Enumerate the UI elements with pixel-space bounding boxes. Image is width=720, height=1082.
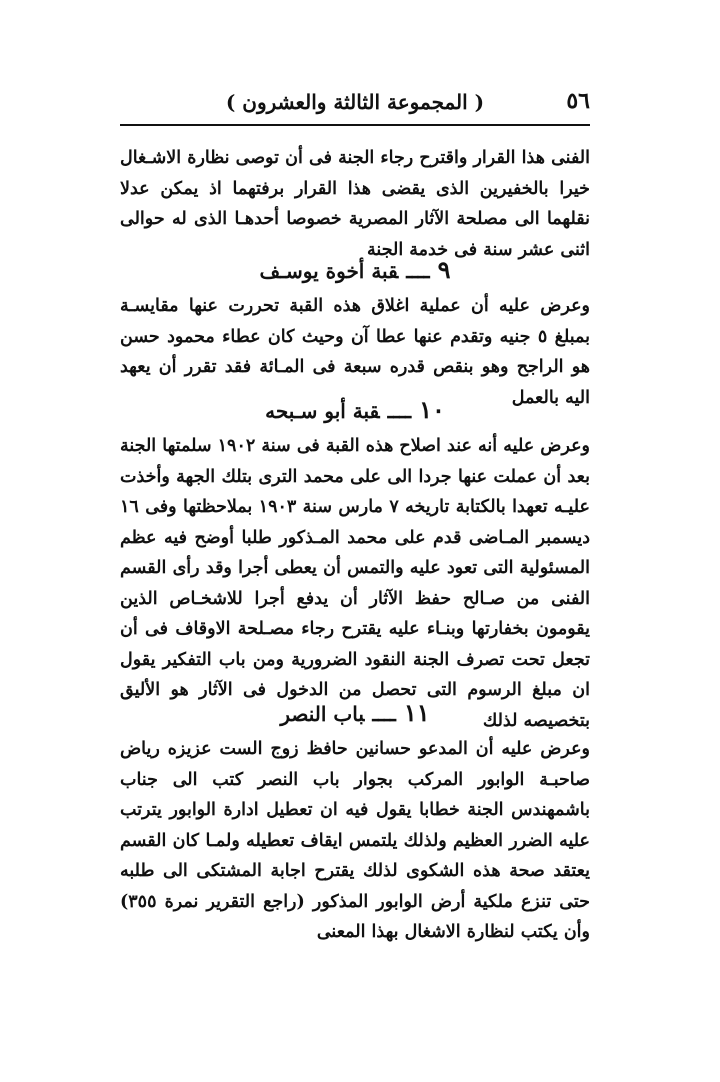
running-head: ( المجموعة الثالثة والعشرون ) xyxy=(225,90,485,114)
section-11-number: ١١ xyxy=(403,698,430,727)
intro-paragraph-block xyxy=(120,143,590,265)
section-9-text: وعرض عليه أن عملية اغلاق هذه القبة تحررت عنها مقايسـة بمبلغ ٥ جنيه وتقدم عنها عطا آن وحيث كان عطاء محمود حسن هو الراجح وهو بنقص قدره سبعة فى المـائة فقد تقرر أن يعهد اليه بالعمل xyxy=(120,296,591,408)
section-9-number: ٩ xyxy=(437,255,451,284)
section-10-title: قبة أبو سـبحه xyxy=(265,399,380,423)
header-rule xyxy=(120,124,590,126)
section-9-dash: ــــ xyxy=(406,259,430,283)
section-11-dash: ــــ xyxy=(372,702,396,726)
section-10-text: وعرض عليه أنه عند اصلاح هذه القبة فى سنة ١٩٠٢ سلمتها الجنة بعد أن عملت عنها جردا الى على محمد الترى بتلك الجهة وأخذت عليـه تعهدا بالكتابة تاريخه ٧ مارس سنة ١٩٠٣ بملاحظتها وفى ١٦ ديسمبر المـاضى قدم على محمد المـذكور طلبا أوضح فيه عظم المسئولية التى تعود عليه والتمس أن يعطى أجرا وقد رأى القسم الفنى من صـالح حفظ الآثار أن يدفع أجرا للاشخـاص الذين يقومون بخفارتها وبنـاء عليه يقترح رجاء مصـلحة الاوقاف فى أن تجعل تحت تصرف الجنة النقود الضرورية ومن باب التفكير يقول ان مبلغ الرسوم التى تحصل من الدخول فى الآثار هو الأليق بتخصيصه لذلك xyxy=(120,436,591,731)
page-number: ٥٦ xyxy=(566,88,590,114)
section-9-title: قبة أخوة يوسـف xyxy=(259,259,399,283)
section-11 xyxy=(120,693,590,948)
section-11-text: وعرض عليه أن المدعو حسانين حافظ زوج الست عزيزه رياض صاحبـة الوابور المركب بجوار باب النصر كتب الى جناب باشمهندس الجنة خطابا يقول فيه ان تعطيل ادارة الوابور يترتب عليه الضرر العظيم ولذلك يلتمس ايقاف تعطيله ولمـا كان القسم يعتقد صحة هذه الشكوى لذلك يقترح اجابة المشتكى الى طلبه حتى تنزع ملكية أرض الوابور المذكور (راجع التقرير نمرة ٣٥٥) وأن يكتب لنظارة الاشغال بهذا المعنى xyxy=(120,739,590,942)
section-10-dash: ــــ xyxy=(387,399,412,423)
section-10 xyxy=(120,390,590,736)
section-10-heading xyxy=(120,390,590,431)
intro-paragraph: الفنى هذا القرار واقترح رجاء الجنة فى أن توصى نظارة الاشـغال خيرا بالخفيرين الذى يقضى هذا القرار برفتهما اذ يمكن عدلا نقلهما الى مصلحة الآثار المصرية خصوصا أحدهـا الذى له حوالى اثنى عشر سنة فى خدمة الجنة xyxy=(120,148,590,260)
section-9-heading xyxy=(120,250,590,291)
section-11-heading xyxy=(120,693,590,734)
section-11-title: باب النصر xyxy=(280,702,365,726)
page-header xyxy=(120,86,590,120)
section-9 xyxy=(120,250,590,413)
section-10-number: ١٠ xyxy=(419,395,445,424)
